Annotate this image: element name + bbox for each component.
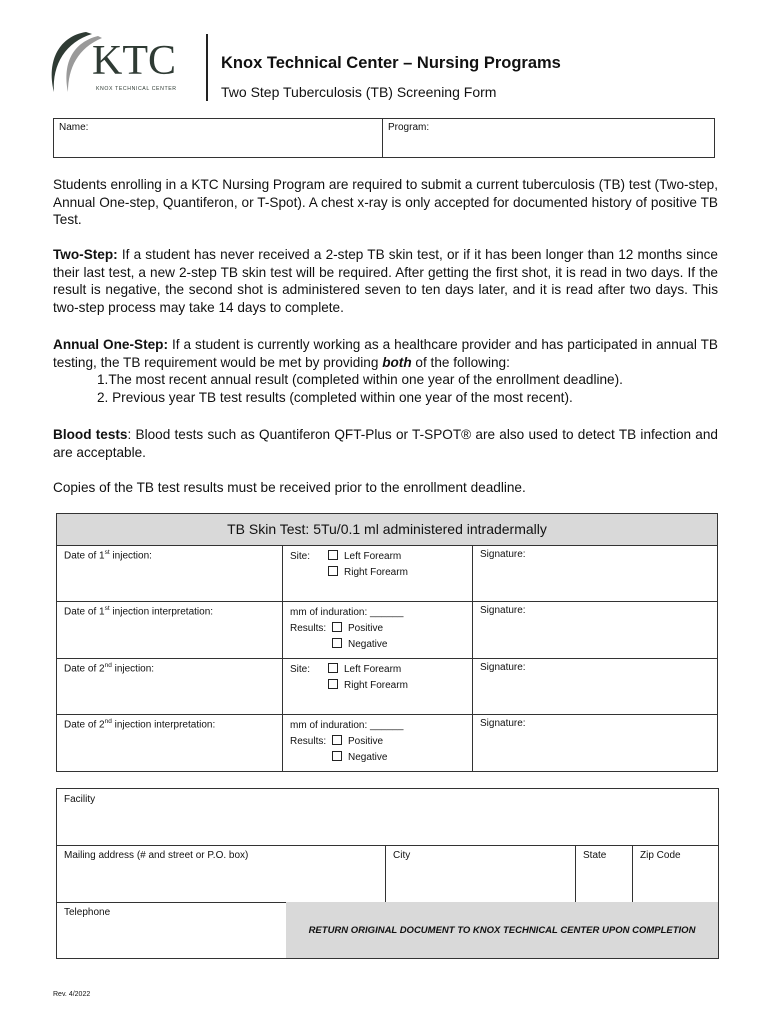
first-interpretation-date-field[interactable] bbox=[57, 601, 283, 658]
state-field[interactable] bbox=[576, 845, 633, 902]
zip-code-field[interactable] bbox=[633, 845, 718, 902]
ordinal: nd bbox=[104, 662, 112, 669]
city-field[interactable] bbox=[386, 845, 576, 902]
site-label: Site: bbox=[290, 664, 311, 675]
telephone-label: Telephone bbox=[64, 907, 111, 918]
results-label: Results: bbox=[290, 736, 327, 747]
revision-date: Rev. 4/2022 bbox=[53, 991, 91, 998]
return-notice: RETURN ORIGINAL DOCUMENT TO KNOX TECHNICAL CENTER UPON COMPLETION bbox=[286, 902, 718, 958]
telephone-field[interactable] bbox=[57, 902, 286, 958]
mailing-address-label: Mailing address (# and street or P.O. box) bbox=[64, 850, 249, 861]
annual-item-2: 2. Previous year TB test results (completed within one year of the most recent). bbox=[97, 389, 573, 405]
ordinal: st bbox=[104, 605, 110, 612]
right-forearm-checkbox[interactable] bbox=[328, 679, 338, 689]
first-interpretation-signature-field[interactable] bbox=[473, 601, 717, 658]
annual-text-after: of the following: bbox=[411, 354, 510, 370]
name-label: Name: bbox=[59, 122, 89, 133]
annual-text-before: If a student is currently working as a healthcare provider and has participated in annual TB testing, the TB requirement would be met by providing bbox=[53, 337, 718, 370]
signature-label: Signature: bbox=[480, 605, 526, 616]
annual-emphasis: both bbox=[382, 354, 412, 370]
annual-paragraph bbox=[53, 336, 718, 406]
two-step-text: If a student has never received a 2-step TB skin test, or if it has been longer than 12 months since their last test, a new 2-step TB skin test will be required. After getting the first shot, it is read in two days. If the result is negative, the second shot is administered seven to ten days later, and it is read after two days. This two-step process may take 14 days to complete. bbox=[53, 247, 718, 315]
zip-code-label: Zip Code bbox=[640, 850, 681, 861]
program-field[interactable] bbox=[383, 119, 714, 157]
tb-row-second-injection bbox=[57, 658, 717, 715]
right-forearm-label: Right Forearm bbox=[344, 680, 408, 691]
ordinal: st bbox=[104, 549, 110, 556]
results-label: Results: bbox=[290, 623, 327, 634]
tb-skin-test-table bbox=[56, 513, 718, 772]
city-label: City bbox=[393, 850, 411, 861]
first-injection-signature-field[interactable] bbox=[473, 545, 717, 601]
tb-row-first-injection bbox=[57, 545, 717, 602]
second-injection-signature-field[interactable] bbox=[473, 658, 717, 714]
date-label-prefix: Date of 1 bbox=[64, 550, 105, 562]
annual-item-1: 1.The most recent annual result (completed within one year of the enrollment deadline). bbox=[97, 372, 623, 388]
positive-label: Positive bbox=[348, 736, 384, 747]
date-label-suffix: injection interpretation: bbox=[109, 606, 214, 618]
first-injection-site bbox=[283, 545, 473, 601]
form-title: Two Step Tuberculosis (TB) Screening Form bbox=[221, 84, 497, 100]
two-step-paragraph bbox=[53, 246, 718, 316]
facility-table bbox=[56, 788, 719, 959]
name-field[interactable] bbox=[54, 119, 383, 157]
left-forearm-label: Left Forearm bbox=[344, 664, 402, 675]
second-interpretation-date-field[interactable] bbox=[57, 714, 283, 771]
second-injection-site bbox=[283, 658, 473, 714]
ktc-logo bbox=[46, 30, 196, 96]
mm-induration-field[interactable]: mm of induration: ______ bbox=[290, 607, 404, 618]
name-program-box bbox=[53, 118, 715, 158]
date-label-prefix: Date of 2 bbox=[64, 719, 105, 731]
site-label: Site: bbox=[290, 551, 311, 562]
date-label-prefix: Date of 2 bbox=[64, 663, 105, 675]
positive-checkbox[interactable] bbox=[332, 622, 342, 632]
positive-label: Positive bbox=[348, 623, 384, 634]
signature-label: Signature: bbox=[480, 662, 526, 673]
org-title: Knox Technical Center – Nursing Programs bbox=[221, 54, 561, 72]
date-label-suffix: injection: bbox=[111, 663, 155, 675]
facility-label: Facility bbox=[64, 794, 96, 805]
first-injection-date-field[interactable] bbox=[57, 545, 283, 601]
intro-text: Students enrolling in a KTC Nursing Program are required to submit a current tuberculosis (TB) test (Two-step, Annual One-step, Quantiferon, or T-Spot). A chest x-ray is only accepted for documented history of positive TB Test. bbox=[53, 177, 718, 228]
negative-label: Negative bbox=[348, 639, 388, 650]
tb-row-second-interpretation bbox=[57, 714, 717, 771]
copies-paragraph bbox=[53, 479, 718, 497]
copies-text: Copies of the TB test results must be received prior to the enrollment deadline. bbox=[53, 480, 526, 495]
left-forearm-label: Left Forearm bbox=[344, 551, 402, 562]
ordinal: nd bbox=[104, 718, 112, 725]
facility-field[interactable] bbox=[57, 789, 718, 845]
state-label: State bbox=[583, 850, 607, 861]
intro-paragraph bbox=[53, 176, 718, 229]
telephone-row bbox=[57, 902, 718, 958]
mailing-address-field[interactable] bbox=[57, 845, 386, 902]
logo-subtext: KNOX TECHNICAL CENTER bbox=[96, 86, 177, 92]
blood-label: Blood tests bbox=[53, 427, 128, 442]
mm-induration-field[interactable]: mm of induration: ______ bbox=[290, 720, 404, 731]
header-divider bbox=[206, 34, 208, 101]
negative-checkbox[interactable] bbox=[332, 638, 342, 648]
negative-checkbox[interactable] bbox=[332, 751, 342, 761]
address-row bbox=[57, 845, 718, 903]
blood-text: : Blood tests such as Quantiferon QFT-Plus or T-SPOT® are also used to detect TB infection and are acceptable. bbox=[53, 427, 718, 460]
signature-label: Signature: bbox=[480, 718, 526, 729]
first-interpretation-results bbox=[283, 601, 473, 658]
facility-row bbox=[57, 789, 718, 846]
right-forearm-checkbox[interactable] bbox=[328, 566, 338, 576]
negative-label: Negative bbox=[348, 752, 388, 763]
second-interpretation-results bbox=[283, 714, 473, 771]
annual-label: Annual One-Step: bbox=[53, 337, 168, 352]
signature-label: Signature: bbox=[480, 549, 526, 560]
tb-table-header: TB Skin Test: 5Tu/0.1 ml administered intradermally bbox=[57, 514, 717, 546]
left-forearm-checkbox[interactable] bbox=[328, 550, 338, 560]
two-step-label: Two-Step: bbox=[53, 247, 118, 262]
date-label-suffix: injection interpretation: bbox=[111, 719, 216, 731]
logo-text: KTC bbox=[92, 38, 176, 84]
left-forearm-checkbox[interactable] bbox=[328, 663, 338, 673]
program-label: Program: bbox=[388, 122, 430, 133]
date-label-suffix: injection: bbox=[109, 550, 152, 562]
second-injection-date-field[interactable] bbox=[57, 658, 283, 714]
tb-row-first-interpretation bbox=[57, 601, 717, 659]
second-interpretation-signature-field[interactable] bbox=[473, 714, 717, 771]
blood-paragraph bbox=[53, 426, 718, 461]
positive-checkbox[interactable] bbox=[332, 735, 342, 745]
date-label-prefix: Date of 1 bbox=[64, 606, 105, 618]
right-forearm-label: Right Forearm bbox=[344, 567, 408, 578]
